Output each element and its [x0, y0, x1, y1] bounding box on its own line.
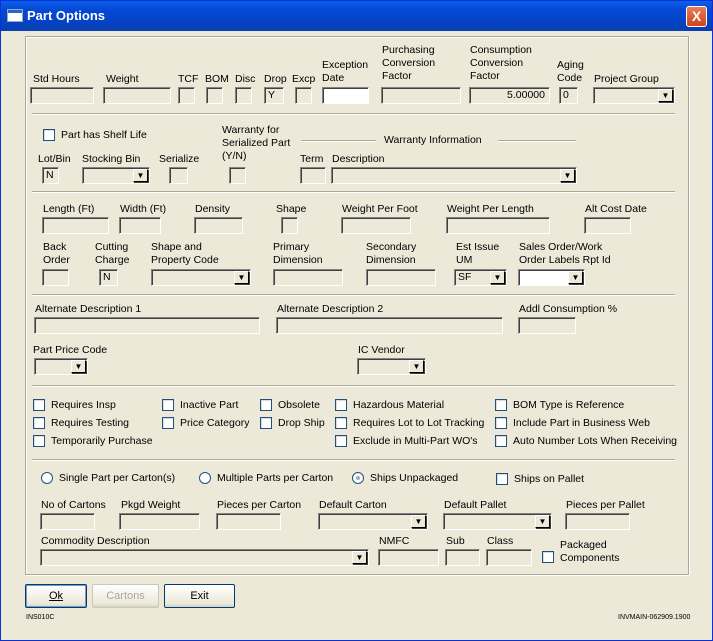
addl-consumption-field[interactable]: [518, 317, 576, 334]
divider: [32, 294, 675, 296]
chevron-down-icon[interactable]: ▼: [490, 271, 505, 284]
back-order-label: Back Order: [43, 241, 70, 266]
single-part-label: Single Part per Carton(s): [59, 472, 176, 484]
auto-number-lots-label: Auto Number Lots When Receiving: [513, 435, 677, 447]
aging-code-field[interactable]: [559, 87, 578, 104]
default-pallet-label: Default Pallet: [444, 499, 507, 511]
purchasing-cf-field[interactable]: [381, 87, 461, 104]
exit-button[interactable]: Exit: [164, 584, 235, 608]
consumption-cf-label: Consumption Conversion Factor: [470, 44, 532, 82]
pieces-per-pallet-field[interactable]: [565, 513, 630, 530]
term-field[interactable]: [300, 167, 326, 184]
pieces-per-pallet-label: Pieces per Pallet: [566, 499, 645, 511]
part-price-code-select[interactable]: [34, 358, 88, 375]
disc-field[interactable]: [235, 87, 252, 104]
drop-value: Y: [268, 89, 276, 101]
shape-label: Shape: [276, 203, 307, 215]
divider: [32, 191, 675, 193]
pkgd-weight-label: Pkgd Weight: [121, 499, 181, 511]
drop-ship-checkbox[interactable]: [260, 417, 272, 429]
width-label: Width (Ft): [120, 203, 167, 215]
requires-testing-label: Requires Testing: [51, 417, 130, 429]
exclude-multi-label: Exclude in Multi-Part WO's: [353, 435, 478, 447]
chevron-down-icon[interactable]: ▼: [560, 169, 575, 182]
divider: [498, 140, 576, 142]
alt-cost-date-field[interactable]: [584, 217, 631, 234]
excp-field[interactable]: [295, 87, 312, 104]
disc-label: Disc: [235, 73, 256, 85]
packaged-components-label: Packaged Components: [560, 539, 620, 564]
warranty-serialized-label: Warranty for Serialized Part (Y/N): [222, 124, 291, 162]
bom-label: BOM: [205, 73, 229, 85]
form-id-right: INVMAIN-062909.1900: [618, 614, 691, 621]
purchasing-cf-label: Purchasing Conversion Factor: [382, 44, 436, 82]
bom-type-ref-label: BOM Type is Reference: [513, 399, 625, 411]
multiple-parts-radio[interactable]: [199, 472, 211, 484]
lot-bin-label: Lot/Bin: [38, 153, 71, 165]
drop-field[interactable]: [264, 87, 284, 104]
aging-code-label: Aging Code: [557, 59, 584, 84]
divider: [32, 459, 675, 461]
class-label: Class: [487, 535, 514, 547]
include-business-web-label: Include Part in Business Web: [513, 417, 650, 429]
addl-consumption-label: Addl Consumption %: [519, 303, 618, 315]
class-field[interactable]: [486, 549, 532, 566]
sub-label: Sub: [446, 535, 465, 547]
exception-date-label: Exception Date: [322, 59, 369, 84]
warranty-description-select[interactable]: [331, 167, 577, 184]
inactive-part-label: Inactive Part: [180, 399, 239, 411]
alt-desc2-label: Alternate Description 2: [277, 303, 384, 315]
ships-unpackaged-radio[interactable]: [352, 472, 364, 484]
description-label: Description: [332, 153, 385, 165]
shelf-life-checkbox[interactable]: [43, 129, 55, 141]
chevron-down-icon[interactable]: ▼: [411, 515, 426, 528]
weight-label: Weight: [106, 73, 139, 85]
std-hours-label: Std Hours: [33, 73, 80, 85]
stocking-bin-select[interactable]: [82, 167, 150, 184]
alt-desc1-field[interactable]: [34, 317, 260, 334]
no-cartons-label: No of Cartons: [41, 499, 106, 511]
title-bar[interactable]: [1, 1, 712, 31]
tcf-field[interactable]: [178, 87, 195, 104]
price-category-checkbox[interactable]: [162, 417, 174, 429]
requires-insp-checkbox[interactable]: [33, 399, 45, 411]
chevron-down-icon[interactable]: ▼: [71, 360, 86, 373]
cutting-charge-label: Cutting Charge: [95, 241, 130, 266]
hazardous-label: Hazardous Material: [353, 399, 445, 411]
consumption-value: 5.00000: [507, 89, 545, 101]
drop-label: Drop: [264, 73, 287, 85]
weight-field[interactable]: [103, 87, 171, 104]
aging-value: 0: [563, 89, 569, 101]
chevron-down-icon[interactable]: ▼: [568, 271, 583, 284]
project-group-label: Project Group: [594, 73, 659, 85]
stocking-bin-label: Stocking Bin: [82, 153, 141, 165]
est-issue-value: SF: [458, 271, 472, 283]
chevron-down-icon[interactable]: ▼: [352, 551, 367, 564]
weight-per-length-field[interactable]: [446, 217, 550, 234]
nmfc-field[interactable]: [378, 549, 439, 566]
include-business-web-checkbox[interactable]: [495, 417, 507, 429]
secondary-dimension-label: Secondary Dimension: [366, 241, 417, 266]
bom-field[interactable]: [206, 87, 223, 104]
ic-vendor-select[interactable]: [357, 358, 426, 375]
shelf-life-label: Part has Shelf Life: [61, 129, 147, 141]
exclude-multi-checkbox[interactable]: [335, 435, 347, 447]
warranty-info-label: Warranty Information: [384, 134, 482, 146]
tcf-label: TCF: [178, 73, 199, 85]
alt-desc2-field[interactable]: [276, 317, 503, 334]
excp-label: Excp: [292, 73, 316, 85]
default-carton-label: Default Carton: [319, 499, 387, 511]
term-label: Term: [300, 153, 324, 165]
ships-on-pallet-label: Ships on Pallet: [514, 473, 585, 485]
sub-field[interactable]: [445, 549, 480, 566]
cutting-value: N: [103, 271, 111, 283]
form-id-left: INS010C: [26, 614, 55, 621]
sales-order-labels-label: Sales Order/Work Order Labels Rpt Id: [519, 241, 611, 266]
chevron-down-icon[interactable]: ▼: [234, 271, 249, 284]
default-pallet-select[interactable]: [443, 513, 552, 530]
weight-per-length-label: Weight Per Length: [447, 203, 534, 215]
chevron-down-icon[interactable]: ▼: [535, 515, 550, 528]
ships-unpackaged-label: Ships Unpackaged: [370, 472, 459, 484]
requires-testing-checkbox[interactable]: [33, 417, 45, 429]
requires-lot-label: Requires Lot to Lot Tracking: [353, 417, 485, 429]
pkgd-weight-field[interactable]: [119, 513, 200, 530]
primary-dimension-field[interactable]: [273, 269, 343, 286]
sales-order-labels-select[interactable]: [518, 269, 585, 286]
obsolete-label: Obsolete: [278, 399, 321, 411]
serialize-field[interactable]: [169, 167, 188, 184]
serialize-label: Serialize: [159, 153, 200, 165]
secondary-dimension-field[interactable]: [366, 269, 436, 286]
cutting-charge-field[interactable]: [99, 269, 118, 286]
bom-type-ref-checkbox[interactable]: [495, 399, 507, 411]
primary-dimension-label: Primary Dimension: [273, 241, 323, 266]
est-issue-um-select[interactable]: [454, 269, 507, 286]
nmfc-label: NMFC: [379, 535, 410, 547]
packaged-components-checkbox[interactable]: [542, 551, 554, 563]
hazardous-checkbox[interactable]: [335, 399, 347, 411]
density-label: Density: [195, 203, 231, 215]
divider: [32, 113, 675, 115]
divider: [301, 140, 376, 142]
inactive-part-checkbox[interactable]: [162, 399, 174, 411]
window-icon: [7, 9, 23, 22]
default-carton-select[interactable]: [318, 513, 428, 530]
width-field[interactable]: [119, 217, 161, 234]
length-label: Length (Ft): [43, 203, 95, 215]
commodity-select[interactable]: [40, 549, 369, 566]
drop-ship-label: Drop Ship: [278, 417, 325, 429]
no-cartons-field[interactable]: [40, 513, 95, 530]
cartons-button[interactable]: Cartons: [92, 584, 159, 608]
shape-property-code-select[interactable]: [151, 269, 251, 286]
length-field[interactable]: [42, 217, 109, 234]
weight-per-foot-label: Weight Per Foot: [342, 203, 418, 215]
shape-field[interactable]: [281, 217, 298, 234]
std-hours-field[interactable]: [30, 87, 94, 104]
single-part-radio[interactable]: [41, 472, 53, 484]
alt-cost-date-label: Alt Cost Date: [585, 203, 647, 215]
chevron-down-icon[interactable]: ▼: [133, 169, 148, 182]
pieces-per-carton-field[interactable]: [216, 513, 281, 530]
lot-bin-value: N: [46, 169, 54, 181]
temporarily-purchase-label: Temporarily Purchase: [51, 435, 153, 447]
auto-number-lots-checkbox[interactable]: [495, 435, 507, 447]
chevron-down-icon[interactable]: ▼: [658, 89, 673, 102]
requires-lot-checkbox[interactable]: [335, 417, 347, 429]
alt-desc1-label: Alternate Description 1: [35, 303, 142, 315]
ok-button[interactable]: Ok: [25, 584, 87, 608]
part-price-code-label: Part Price Code: [33, 344, 108, 356]
shape-property-code-label: Shape and Property Code: [151, 241, 219, 266]
back-order-field[interactable]: [42, 269, 69, 286]
density-field[interactable]: [194, 217, 243, 234]
price-category-label: Price Category: [180, 417, 250, 429]
temporarily-purchase-checkbox[interactable]: [33, 435, 45, 447]
lot-bin-field[interactable]: [42, 167, 59, 184]
multiple-parts-label: Multiple Parts per Carton: [217, 472, 334, 484]
consumption-cf-field[interactable]: [469, 87, 550, 104]
est-issue-um-label: Est Issue UM: [456, 241, 500, 266]
exception-date-field[interactable]: [322, 87, 369, 104]
warranty-serialized-field[interactable]: [229, 167, 246, 184]
divider: [32, 385, 675, 387]
obsolete-checkbox[interactable]: [260, 399, 272, 411]
weight-per-foot-field[interactable]: [341, 217, 411, 234]
close-button[interactable]: X: [686, 6, 707, 27]
requires-insp-label: Requires Insp: [51, 399, 116, 411]
chevron-down-icon[interactable]: ▼: [409, 360, 424, 373]
ic-vendor-label: IC Vendor: [358, 344, 405, 356]
commodity-label: Commodity Description: [41, 535, 150, 547]
project-group-select[interactable]: [593, 87, 675, 104]
window-title: Part Options: [27, 8, 106, 23]
pieces-per-carton-label: Pieces per Carton: [217, 499, 302, 511]
ships-on-pallet-checkbox[interactable]: [496, 473, 508, 485]
